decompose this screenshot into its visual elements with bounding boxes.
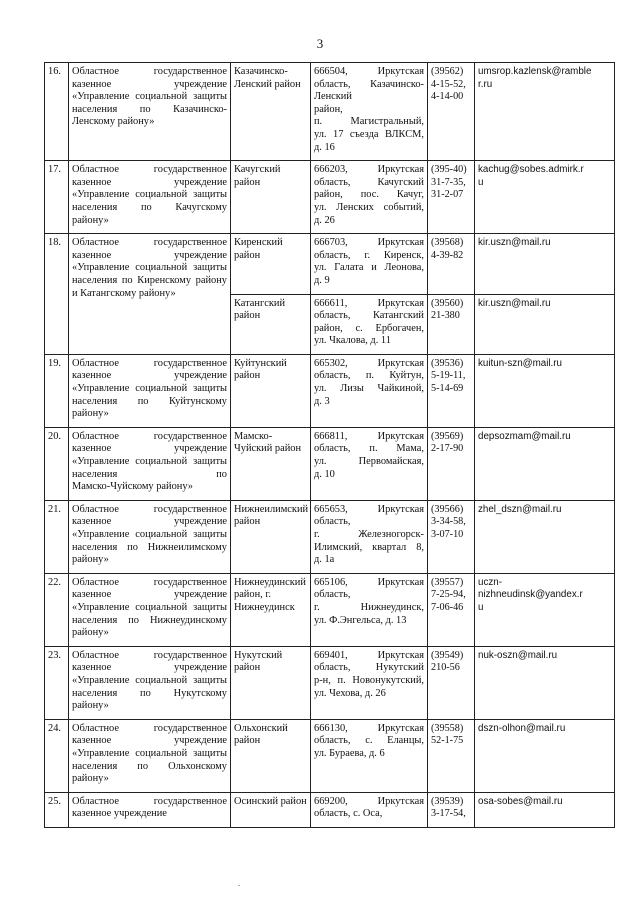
organization-name-line: населения по (72, 468, 227, 480)
email-address (475, 161, 615, 234)
phone-number-line: 31-7-35, (431, 176, 466, 188)
district-name-line: Мамско- (234, 430, 273, 442)
organization-name-line: «Управление социальной защиты (72, 674, 227, 686)
postal-address (311, 294, 428, 354)
organization-name (69, 646, 231, 719)
district-name-line: Нукутский (234, 649, 283, 661)
postal-address-line: область, (314, 589, 351, 601)
organization-name-line: Областное государственное (72, 164, 227, 176)
email-address (475, 719, 615, 792)
district-name (231, 161, 311, 234)
district-name (231, 719, 311, 792)
postal-address-line: д. 3 (314, 395, 330, 407)
postal-address-line: 665653, Иркутская (314, 503, 424, 515)
district-name-line: Ленский район (234, 78, 301, 90)
district-name-line: район (234, 310, 261, 322)
phone-number-line: (395-40) (431, 164, 467, 176)
postal-address-line: д. 1а (314, 554, 335, 566)
organization-name-line: казенное учреждение (72, 735, 227, 747)
postal-address-line: область, с. Еланцы, (314, 735, 424, 747)
district-name-line: Казачинско- (234, 66, 288, 77)
phone-number (428, 646, 475, 719)
district-name (231, 354, 311, 427)
phone-number-line: (39536) (431, 357, 464, 369)
postal-address (311, 719, 428, 792)
table-row (45, 63, 615, 161)
email-address-line: nuk-oszn@mail.ru (478, 649, 558, 661)
email-address-line: kuitun-szn@mail.ru (478, 357, 562, 369)
organization-name-line: Мамско-Чуйскому району» (72, 481, 193, 493)
postal-address-line: 665106, Иркутская (314, 576, 424, 588)
email-address (475, 792, 615, 827)
postal-address-line: ул. Ленских событий, (314, 201, 424, 213)
organization-name-line: населения по Казачинско- (72, 103, 227, 115)
district-name-line: Киренский (234, 237, 283, 249)
district-name-line: район (234, 516, 261, 528)
phone-number-line: (39558) (431, 722, 464, 734)
organization-name-line: «Управление социальной защиты (72, 189, 227, 201)
social-protection-offices-table (44, 62, 615, 828)
organization-name-line: казенное учреждение (72, 176, 227, 188)
organization-name-line: казенное учреждение (72, 589, 227, 601)
phone-number-line: 2-17-90 (431, 443, 464, 455)
table-row (45, 427, 615, 500)
postal-address-line: ул. Ф.Энгельса, д. 13 (314, 614, 407, 626)
district-name-line: район (234, 662, 261, 674)
organization-name-line: населения по Нижнеилимскому (72, 541, 227, 553)
organization-name (69, 234, 231, 355)
email-address (475, 63, 615, 161)
organization-name-line: «Управление социальной защиты (72, 456, 227, 468)
organization-name-line: населения по Киренскому району (72, 274, 227, 286)
postal-address-line: д. 9 (314, 274, 330, 286)
district-name-line: Катангский (234, 297, 286, 309)
phone-number-line: (39549) (431, 649, 464, 661)
phone-number (428, 573, 475, 646)
organization-name (69, 354, 231, 427)
organization-name-line: казенное учреждение (72, 808, 167, 820)
district-name (231, 63, 311, 161)
organization-name-line: Областное государственное (72, 503, 227, 515)
district-name (231, 234, 311, 294)
row-number: 16. (45, 63, 69, 161)
email-address (475, 427, 615, 500)
organization-name-line: «Управление социальной защиты (72, 601, 227, 613)
phone-number-line: 4-39-82 (431, 249, 464, 261)
postal-address-line: ул. Первомайская, (314, 456, 424, 468)
postal-address-line: ул. Лизы Чайкиной, (314, 383, 424, 395)
postal-address-line: 665302, Иркутская (314, 357, 424, 369)
page-number: 3 (316, 36, 324, 51)
district-name-line: район, г. (234, 589, 272, 601)
email-address (475, 573, 615, 646)
email-address-line: kir.uszn@mail.ru (478, 297, 551, 309)
district-name-line: Нижнеудинск (234, 601, 295, 613)
table-row (45, 161, 615, 234)
table-row (45, 354, 615, 427)
row-number: 22. (45, 573, 69, 646)
organization-name (69, 427, 231, 500)
phone-number-line: 5-14-69 (431, 383, 464, 395)
organization-name-line: Областное государственное (72, 237, 227, 249)
organization-name-line: району» (72, 773, 109, 785)
postal-address-line: область, г. Киренск, (314, 249, 424, 261)
row-number: 19. (45, 354, 69, 427)
postal-address-line: 666611, Иркутская (314, 297, 424, 309)
organization-name-line: району» (72, 627, 109, 639)
postal-address-line: область, Нукутский (314, 662, 424, 674)
postal-address-line: 666703, Иркутская (314, 237, 424, 249)
table-row (45, 500, 615, 573)
phone-number-line: 3-17-54, (431, 808, 466, 820)
organization-name-line: казенное учреждение (72, 516, 227, 528)
table-row (45, 234, 615, 294)
district-name (231, 500, 311, 573)
postal-address (311, 427, 428, 500)
row-number: 25. (45, 792, 69, 827)
district-name-line: район (234, 249, 261, 261)
organization-name-line: и Катангскому району» (72, 287, 176, 299)
postal-address (311, 500, 428, 573)
phone-number-line: (39566) (431, 503, 464, 515)
postal-address-line: 666811, Иркутская (314, 430, 424, 442)
email-address (475, 354, 615, 427)
row-number: 20. (45, 427, 69, 500)
district-name-line: Нижнеилимский (234, 503, 309, 515)
district-name-line: Качугский (234, 164, 281, 176)
district-name-line: Ольхонский (234, 722, 288, 734)
organization-name-line: району» (72, 554, 109, 566)
row-number: 18. (45, 234, 69, 355)
postal-address-line: Илимский, квартал 8, (314, 541, 424, 553)
postal-address (311, 63, 428, 161)
postal-address-line: ул. Галата и Леонова, (314, 262, 424, 274)
district-name (231, 294, 311, 354)
postal-address-line: область, п. Куйтун, (314, 370, 424, 382)
organization-name-line: району» (72, 700, 109, 712)
district-name-line: Чуйский район (234, 443, 302, 455)
postal-address-line: 666504, Иркутская (314, 66, 424, 77)
postal-address-line: ул. Бураева, д. 6 (314, 747, 385, 759)
organization-name-line: Областное государственное (72, 66, 227, 77)
email-address-line: kachug@sobes.admirk.r (478, 164, 584, 176)
phone-number-line: 7-25-94, (431, 589, 466, 601)
organization-name-line: Областное государственное (72, 795, 227, 807)
postal-address-line: 666203, Иркутская (314, 164, 424, 176)
table-row (45, 573, 615, 646)
postal-address-line: ул. 17 съезда ВЛКСМ, (314, 128, 424, 140)
phone-number (428, 500, 475, 573)
email-address-line: uczn- (478, 576, 502, 588)
organization-name (69, 63, 231, 161)
phone-number (428, 427, 475, 500)
organization-name (69, 500, 231, 573)
phone-number-line: 52-1-75 (431, 735, 464, 747)
phone-number-line: (39568) (431, 237, 464, 249)
phone-number-line: (39557) (431, 576, 464, 588)
phone-number-line: 3-07-10 (431, 529, 464, 540)
postal-address (311, 234, 428, 294)
postal-address (311, 161, 428, 234)
phone-number-line: 5-19-11, (431, 370, 466, 382)
phone-number-line: 31-2-07 (431, 189, 464, 201)
postal-address-line: 669401, Иркутская (314, 649, 424, 661)
organization-name-line: населения по Нукутскому (72, 687, 227, 699)
row-number: 23. (45, 646, 69, 719)
postal-address (311, 573, 428, 646)
district-name (231, 792, 311, 827)
district-name-line: район (234, 370, 261, 382)
organization-name-line: населения по Качугскому (72, 201, 227, 213)
scan-speck (238, 885, 240, 886)
organization-name-line: казенное учреждение (72, 443, 227, 455)
postal-address (311, 792, 428, 827)
phone-number-line: (39562) (431, 66, 464, 77)
email-address-line: u (478, 176, 484, 188)
organization-name-line: району» (72, 408, 109, 420)
organization-name-line: казенное учреждение (72, 78, 227, 90)
organization-name-line: Областное государственное (72, 430, 227, 442)
postal-address-line: область, с. Оса, (314, 808, 383, 820)
phone-number (428, 234, 475, 294)
phone-number-line: (39569) (431, 430, 464, 442)
organization-name (69, 792, 231, 827)
organization-name-line: казенное учреждение (72, 662, 227, 674)
postal-address-line: область, Качугский (314, 176, 424, 188)
organization-name-line: «Управление социальной защиты (72, 262, 227, 274)
organization-name-line: казенное учреждение (72, 249, 227, 261)
organization-name-line: населения по Куйтунскому (72, 395, 227, 407)
organization-name-line: Областное государственное (72, 722, 227, 734)
phone-number (428, 792, 475, 827)
postal-address (311, 646, 428, 719)
postal-address-line: г. Нижнеудинск, (314, 601, 424, 613)
phone-number (428, 294, 475, 354)
organization-name-line: Ленскому району» (72, 116, 155, 128)
email-address-line: r.ru (478, 78, 493, 90)
postal-address-line: область, Казачинско-Ленский (314, 78, 424, 103)
email-address (475, 294, 615, 354)
email-address-line: nizhneudinsk@yandex.r (478, 589, 583, 601)
email-address-line: kir.uszn@mail.ru (478, 237, 551, 249)
phone-number (428, 161, 475, 234)
phone-number-line: 4-15-52, (431, 78, 466, 90)
email-address (475, 500, 615, 573)
district-name-line: Куйтунский (234, 357, 287, 369)
organization-name-line: населения по Ольхонскому (72, 760, 227, 772)
postal-address-line: район, с. Ербогачен, (314, 322, 424, 334)
email-address-line: zhel_dszn@mail.ru (478, 503, 562, 515)
district-name (231, 646, 311, 719)
postal-address-line: ул. Чехова, д. 26 (314, 687, 386, 699)
district-name-line: Нижнеудинский (234, 576, 306, 588)
postal-address-line: область, Катангский (314, 310, 424, 322)
postal-address-line: район, пос. Качуг, (314, 189, 424, 201)
phone-number-line: (39539) (431, 795, 464, 807)
phone-number (428, 719, 475, 792)
organization-name-line: «Управление социальной защиты (72, 91, 227, 103)
postal-address-line: д. 16 (314, 141, 335, 153)
postal-address (311, 354, 428, 427)
email-address-line: depsozmam@mail.ru (478, 430, 571, 442)
postal-address-line: 666130, Иркутская (314, 722, 424, 734)
district-name-line: Осинский район (234, 795, 307, 807)
phone-number (428, 63, 475, 161)
phone-number-line: 3-34-58, (431, 516, 466, 528)
email-address (475, 646, 615, 719)
district-name (231, 427, 311, 500)
postal-address-line: ул. Чкалова, д. 11 (314, 335, 391, 347)
email-address-line: dszn-olhon@mail.ru (478, 722, 566, 734)
phone-number-line: 210-56 (431, 662, 460, 674)
district-name (231, 573, 311, 646)
row-number: 17. (45, 161, 69, 234)
phone-number-line: (39560) (431, 297, 464, 309)
organization-name-line: Областное государственное (72, 649, 227, 661)
organization-name (69, 161, 231, 234)
postal-address-line: д. 26 (314, 214, 335, 226)
postal-address-line: п. Магистральный, (314, 116, 424, 128)
organization-name-line: «Управление социальной защиты (72, 529, 227, 540)
organization-name (69, 719, 231, 792)
organization-name-line: казенное учреждение (72, 370, 227, 382)
email-address-line: u (478, 601, 484, 613)
table-row (45, 792, 615, 827)
table-row (45, 646, 615, 719)
organization-name-line: Областное государственное (72, 576, 227, 588)
email-address-line: osa-sobes@mail.ru (478, 795, 563, 807)
district-name-line: район (234, 735, 261, 747)
table-row (45, 719, 615, 792)
organization-name-line: «Управление социальной защиты (72, 747, 227, 759)
organization-name-line: населения по Нижнеудинскому (72, 614, 227, 626)
organization-name-line: Областное государственное (72, 357, 227, 369)
phone-number-line: 7-06-46 (431, 601, 464, 613)
phone-number-line: 21-380 (431, 310, 460, 322)
organization-name-line: «Управление социальной защиты (72, 383, 227, 395)
organization-name-line: району» (72, 214, 109, 226)
table-body (45, 63, 615, 828)
postal-address-line: г. Железногорск- (314, 529, 424, 540)
row-number: 24. (45, 719, 69, 792)
district-name-line: район (234, 176, 261, 188)
email-address-line: umsrop.kazlensk@ramble (478, 66, 592, 77)
postal-address-line: р-н, п. Новонукутский, (314, 674, 424, 686)
email-address (475, 234, 615, 294)
postal-address-line: 669200, Иркутская (314, 795, 424, 807)
postal-address-line: район, (314, 103, 343, 115)
postal-address-line: область, п. Мама, (314, 443, 424, 455)
phone-number (428, 354, 475, 427)
postal-address-line: д. 10 (314, 468, 335, 480)
phone-number-line: 4-14-00 (431, 91, 464, 103)
postal-address-line: область, (314, 516, 351, 528)
organization-name (69, 573, 231, 646)
row-number: 21. (45, 500, 69, 573)
